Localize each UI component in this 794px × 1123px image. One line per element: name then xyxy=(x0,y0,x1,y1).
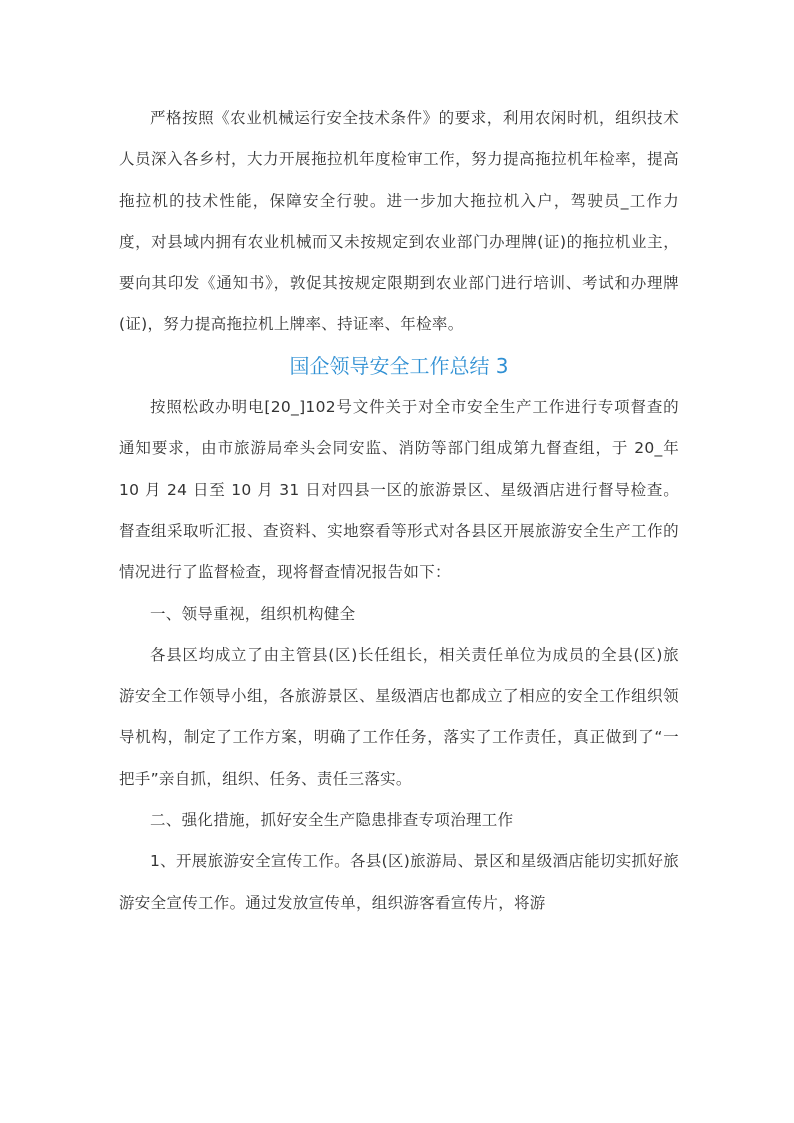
paragraph-inspection-notice: 按照松政办明电[20_]102号文件关于对全市安全生产工作进行专项督查的通知要求，由市旅游局牵头会同安监、消防等部门组成第九督查组，于 20_年 10 月 24 日至 10 月 31 日对四县一区的旅游景区、星级酒店进行督导检查。督查组采取听汇报、查资料、实地察看等形式对各县区开展旅游安全生产工作的情况进行了监督检查，现将督查情况报告如下： xyxy=(119,398,679,582)
paragraph-leadership-heading: 一、领导重视，组织机构健全 xyxy=(150,604,356,623)
paragraph-leadership-body: 各县区均成立了由主管县(区)长任组长，相关责任单位为成员的全县(区)旅游安全工作领导小组，各旅游景区、星级酒店也都成立了相应的安全工作组织领导机构，制定了工作方案，明确了工作任务，落实了工作责任，真正做到了“一把手”亲自抓，组织、任务、责任三落实。 xyxy=(119,645,679,788)
document-body xyxy=(119,98,679,924)
section-heading: 国企领导安全工作总结 3 xyxy=(289,353,509,378)
paragraph-publicity: 1、开展旅游安全宣传工作。各县(区)旅游局、景区和星级酒店能切实抓好旅游安全宣传工作。通过发放宣传单，组织游客看宣传片，将游 xyxy=(119,852,679,912)
paragraph-tractor-inspection: 严格按照《农业机械运行安全技术条件》的要求，利用农闲时机，组织技术人员深入各乡村，大力开展拖拉机年度检审工作，努力提高拖拉机年检率，提高拖拉机的技术性能，保障安全行驶。进一步加大拖拉机入户，驾驶员_工作力度，对县域内拥有农业机械而又未按规定到农业部门办理牌(证)的拖拉机业主，要向其印发《通知书》，敦促其按规定限期到农业部门进行培训、考试和办理牌(证)，努力提高拖拉机上牌率、持证率、年检率。 xyxy=(119,109,679,334)
paragraph-measures-heading: 二、强化措施，抓好安全生产隐患排查专项治理工作 xyxy=(150,811,514,830)
